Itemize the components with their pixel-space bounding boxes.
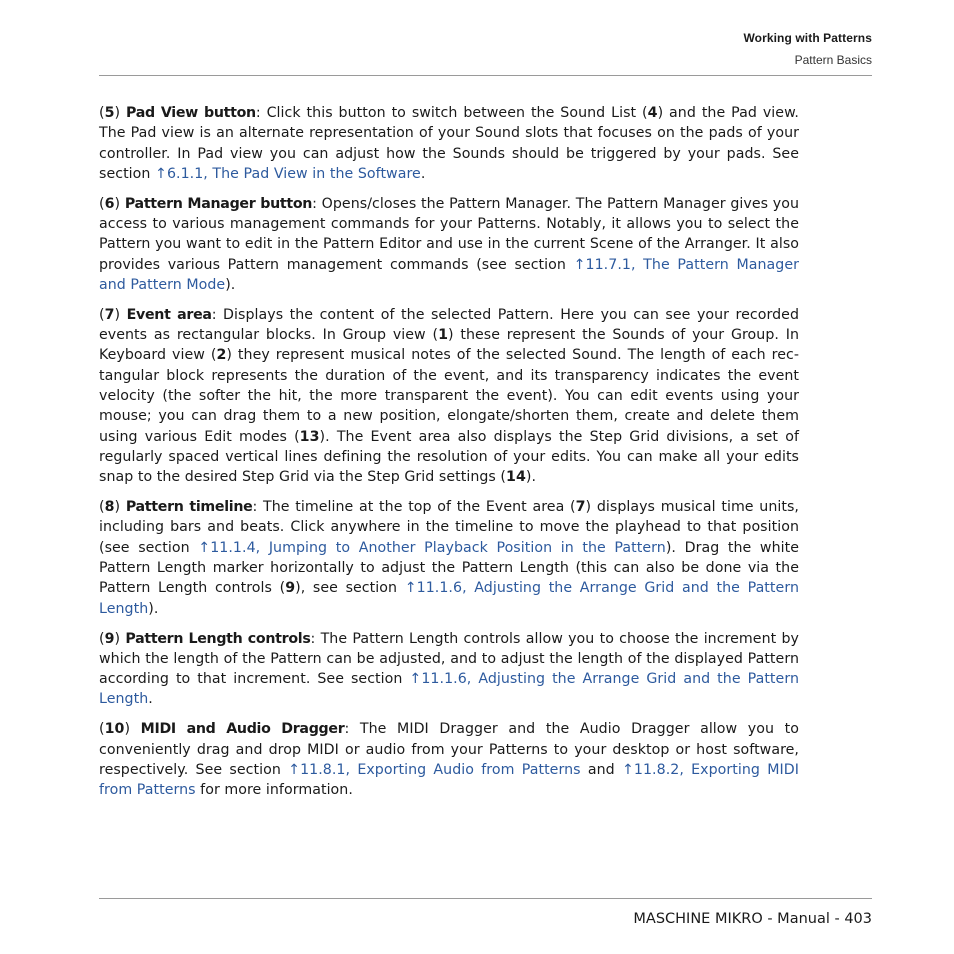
callout-number: 2 <box>216 347 227 364</box>
text: . <box>420 165 426 182</box>
paragraph-event-area: (7) Event area: Displays the content of the selected Pattern. Here you can see your recorded events as rectangular blocks. In Group view (1) these represent the Sounds of your Group. In Keyboard view (2) they represent musical notes of the selected Sound. The length of each rectangular block represents the duration of the event, and its transparency indicates the event velocity (the softer the hit, the more transparent the event). You can edit events using your mouse; you can drag them to a new position, elongate/shorten them, create and delete them using various Edit modes (13). The Event area also displays the Step Grid divisions, a set of regularly spaced vertical lines defining the resolution of your edits. You can make all your edits snap to the desired Step Grid via the Step Grid settings (14). <box>99 306 799 486</box>
cross-reference-link[interactable]: ↑11.1.6, Adjusting the Arrange Grid and the Pattern Length <box>99 580 799 617</box>
text: : Displays the content of the selected Pattern. Here you can see your recorded events as rectangular blocks. In Group view ( <box>99 306 799 344</box>
paragraph-pattern-length-controls: (9) Pattern Length controls: The Pattern Length controls allow you to choose the increment by which the length of the Pattern can be adjusted, and to adjust the length of the displayed Pattern according to that increment. See section ↑11.1.6, Adjusting the Arrange Grid and the Pattern Length. <box>99 630 799 708</box>
callout-number: 13 <box>299 428 320 445</box>
term: Pad View button <box>126 105 256 121</box>
cross-reference-link[interactable]: ↑11.7.1, The Pattern Manager and Pattern Mode <box>99 256 799 293</box>
text: ) they represent musical notes of the selected Sound. The length of each rectangular block represents the duration of the event, and its transparency indicates the event velocity (the softer the hit, the more transparent the event). You can edit events using your mouse; you can drag them to a new position, elongate/shorten them, create and delete them using various Edit modes ( <box>99 347 799 445</box>
cross-reference-link[interactable]: ↑11.1.4, Jumping to Another Playback Position in the Pattern <box>198 539 666 556</box>
text: : The timeline at the top of the Event area ( <box>252 499 576 516</box>
page-header <box>743 31 872 67</box>
cross-reference-link[interactable]: ↑11.8.2, Exporting MIDI from Patterns <box>99 761 799 799</box>
page-footer: MASCHINE MIKRO - Manual - 403 <box>633 911 872 927</box>
callout-number: 4 <box>647 105 658 121</box>
header-divider <box>99 75 872 76</box>
callout-number: 9 <box>104 630 115 647</box>
text: ) and the Pad view. The Pad view is an alternate representation of your Sound slots that focuses on the pads of your controller. In Pad view you can adjust how the Sounds should be triggered by your pads. See section <box>99 105 799 182</box>
chapter-title: Working with Patterns <box>743 31 872 45</box>
paragraph-pattern-timeline: (8) Pattern timeline: The timeline at the top of the Event area (7) displays musical time units, including bars and beats. Click anywhere in the timeline to move the playhead to that position (see section ↑11.1.4, Jumping to Another Playback Position in the Pattern). Drag the white Pattern Length marker horizontally to adjust the Pattern Length (this can also be done via the Pattern Length controls (9), see section ↑11.1.6, Adjusting the Arrange Grid and the Pattern Length). <box>99 499 799 617</box>
callout-number: 9 <box>285 580 296 597</box>
term: Pattern Manager button <box>124 195 313 212</box>
text: ). <box>225 276 236 293</box>
text: : The Pattern Length controls allow you to choose the increment by which the length of the Pattern can be adjusted, and to adjust the length of the displayed Pattern according to that increment. See section <box>99 630 799 688</box>
callout-number: 14 <box>506 469 526 486</box>
text: : Click this button to switch between the Sound List ( <box>255 105 648 121</box>
text: . <box>148 691 153 708</box>
callout-number: 1 <box>438 327 448 344</box>
callout-number: 7 <box>104 306 115 323</box>
callout-number: 8 <box>104 499 115 516</box>
text: and <box>580 761 622 778</box>
paragraph-pattern-manager-button: (6) Pattern Manager button: Opens/closes the Pattern Manager. The Pattern Manager gives you access to various management commands for your Patterns. Notably, it allows you to select the Pattern you want to edit in the Pattern Editor and use in the current Scene of the Arranger. It also provides various Pattern management commands (see section ↑11.7.1, The Pattern Manager and Pattern Mode). <box>99 195 799 293</box>
cross-reference-link[interactable]: ↑11.8.1, Exporting Audio from Patterns <box>288 761 581 778</box>
text: ). The Event area also displays the Step Grid divisions, a set of regularly spaced vertical lines defining the resolution of your edits. You can make all your edits snap to the desired Step Grid via the Step Grid settings ( <box>99 428 799 486</box>
text: ). <box>525 469 537 486</box>
text: : Opens/closes the Pattern Manager. The Pattern Manager gives you access to various management commands for your Patterns. Notably, it allows you to select the Pattern you want to edit in the Pattern Editor and use in the current Scene of the Arranger. It also provides various Pattern management commands (see section <box>99 195 799 273</box>
term: Pattern Length controls <box>125 630 311 647</box>
text: : The MIDI Dragger and the Audio Dragger allow you to conveniently drag and drop MIDI or audio from your Patterns to your desktop or host software, respectively. See section <box>99 721 799 778</box>
callout-number: 10 <box>104 721 125 738</box>
callout-number: 7 <box>575 499 586 516</box>
callout-number: 5 <box>104 105 115 121</box>
term: Event area <box>126 306 212 323</box>
footer-divider <box>99 898 872 899</box>
text: for more information. <box>195 782 353 799</box>
paragraph-pad-view-button: (5) Pad View button: Click this button to switch between the Sound List (4) and the Pad view. The Pad view is an alternate representation of your Sound slots that focuses on the pads of your controller. In Pad view you can adjust how the Sounds should be triggered by your pads. See section ↑6.1.1, The Pad View in the Software. <box>99 105 799 182</box>
term: Pattern timeline <box>125 499 253 516</box>
text: ). <box>148 600 159 617</box>
body-content <box>99 103 799 810</box>
cross-reference-link[interactable]: ↑11.1.6, Adjusting the Arrange Grid and the Pattern Length <box>99 671 799 708</box>
cross-reference-link[interactable]: ↑6.1.1, The Pad View in the Software <box>155 165 421 182</box>
term: MIDI and Audio Dragger <box>140 721 345 738</box>
paragraph-midi-audio-dragger: (10) MIDI and Audio Dragger: The MIDI Dragger and the Audio Dragger allow you to conveniently drag and drop MIDI or audio from your Patterns to your desktop or host software, respectively. See section ↑11.8.1, Exporting Audio from Patterns and ↑11.8.2, Exporting MIDI from Patterns for more information. <box>99 721 799 799</box>
section-title: Pattern Basics <box>794 53 872 67</box>
text: ). Drag the white Pattern Length marker horizontally to adjust the Pattern Length (this can also be done via the Pattern Length controls ( <box>99 539 799 597</box>
text: ), see section <box>295 580 405 597</box>
text: ) these represent the Sounds of your Group. In Keyboard view ( <box>99 327 799 364</box>
callout-number: 6 <box>104 195 115 212</box>
text: ) displays musical time units, including bars and beats. Click anywhere in the timeline to move the playhead to that position (see section <box>99 499 799 556</box>
